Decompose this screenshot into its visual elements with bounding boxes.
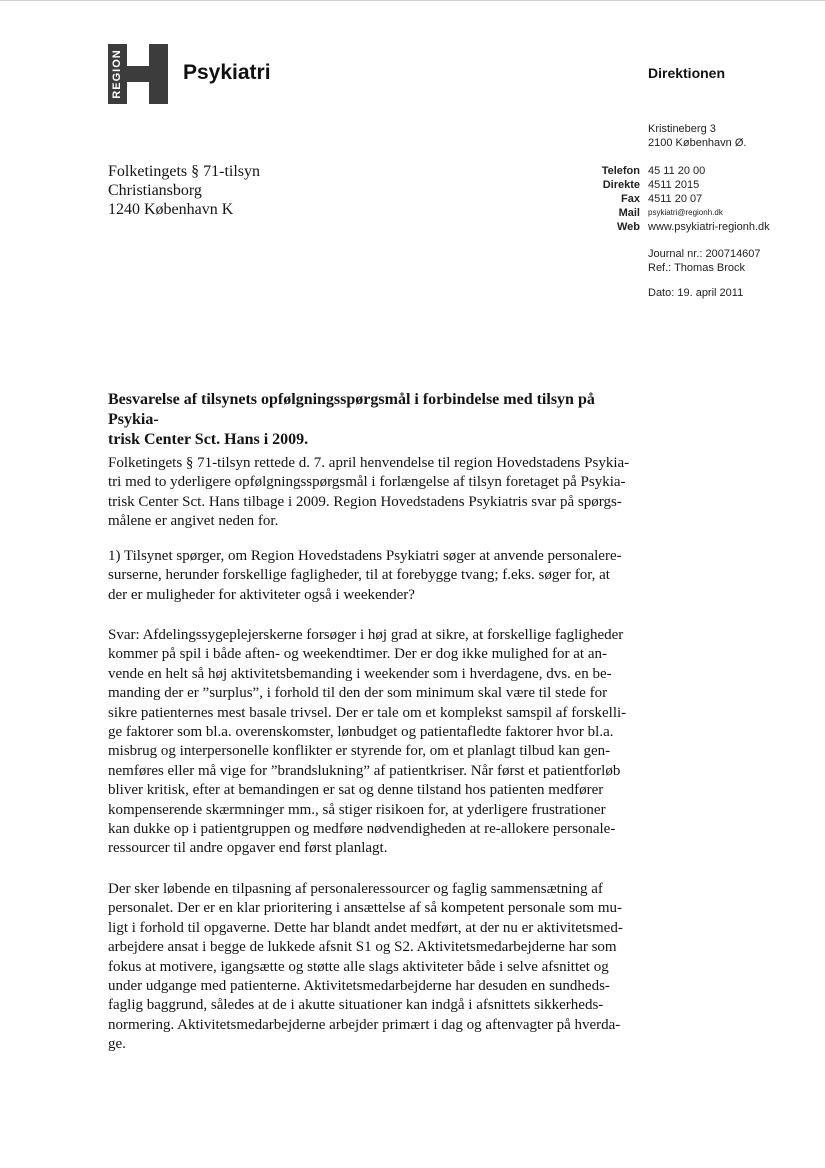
label-mail: Mail bbox=[618, 207, 640, 219]
web-link[interactable]: www.psykiatri-regionh.dk bbox=[648, 221, 770, 233]
letter-date: Dato: 19. april 2011 bbox=[648, 287, 744, 299]
recipient-line-2: Christiansborg bbox=[108, 182, 202, 199]
paragraph-answer-1 bbox=[108, 626, 648, 859]
paragraph-intro bbox=[108, 454, 648, 532]
text-line: misbrug og interpersonelle konflikter er styrende for, om et planlagt tilbud kan gen- bbox=[108, 743, 611, 760]
text-line: Svar: Afdelingssygeplejerskerne forsøger i høj grad at sikre, at forskellige fagligheder bbox=[108, 627, 624, 643]
text-line: tri med to yderligere opfølgningsspørgsmål i forlængelse af tilsyn foretaget på Psykia- bbox=[108, 474, 626, 491]
reference-block bbox=[648, 247, 761, 275]
logo-region-text: REGION bbox=[111, 49, 123, 99]
recipient-line-3: 1240 København K bbox=[108, 201, 234, 218]
text-line: kompenserende skærmninger mm., så stiger risikoen for, at yderligere frustrationer bbox=[108, 801, 606, 818]
text-line: 1) Tilsynet spørger, om Region Hovedstadens Psykiatri søger at anvende personalere- bbox=[108, 548, 622, 564]
sender-address bbox=[648, 122, 746, 150]
text-line: faglig baggrund, således at de i akutte situationer kan indgå i afsnittets sikkerheds- bbox=[108, 997, 604, 1014]
mail-link[interactable]: psykiatri@regionh.dk bbox=[648, 208, 723, 217]
sender-street: Kristineberg 3 bbox=[648, 123, 716, 135]
text-line: ge. bbox=[108, 1036, 126, 1053]
recipient-address bbox=[108, 162, 260, 219]
label-web: Web bbox=[616, 221, 640, 233]
journal-number: Journal nr.: 200714607 bbox=[648, 248, 761, 260]
text-line: Folketingets § 71-tilsyn rettede d. 7. april henvendelse til region Hovedstadens Psykia- bbox=[108, 455, 630, 471]
text-line: nemføres eller må vige for ”brandslukning” af patientkriser. Når først et patientforløb bbox=[108, 762, 621, 779]
label-direct: Direkte bbox=[602, 179, 640, 191]
reference-person: Ref.: Thomas Brock bbox=[648, 262, 745, 274]
recipient-line-1: Folketingets § 71-tilsyn bbox=[108, 163, 260, 180]
text-line: normering. Aktivitetsmedarbejderne arbejder primært i dag og aftenvagter på hverda- bbox=[108, 1016, 621, 1033]
page-edge bbox=[0, 0, 825, 5]
region-logo bbox=[108, 44, 168, 104]
text-line: ligt i forhold til opgaverne. Dette har blandt andet medført, at der nu er aktivitetsmed- bbox=[108, 919, 623, 936]
text-line: kan dukke op i patientgruppen og medføre nødvendigheden at re-allokere personale- bbox=[108, 821, 616, 838]
text-line: sikre patienternes mest basale trivsel. Der er tale om et komplekst samspil af forskelli- bbox=[108, 704, 627, 721]
logo-bar-middle bbox=[127, 66, 149, 82]
department-name: Direktionen bbox=[648, 65, 726, 81]
text-line: fokus at motivere, igangsætte og støtte alle slags aktiviteter både i selve afsnittet og bbox=[108, 958, 609, 975]
fax-value: 4511 20 07 bbox=[648, 193, 703, 205]
logo-bar-right bbox=[149, 44, 168, 104]
label-fax: Fax bbox=[621, 193, 640, 205]
text-line: vende en helt så høj aktivitetsbemanding i weekender som i hverdagene, dvs. en be- bbox=[108, 665, 612, 682]
text-line: der er muligheder for aktiviteter også i weekender? bbox=[108, 586, 415, 603]
heading-line: trisk Center Sct. Hans i 2009. bbox=[108, 431, 309, 448]
text-line: manding der er ”surplus”, i forhold til den der som minimum skal være til stede for bbox=[108, 685, 608, 702]
text-line: kommer på spil i både aften- og weekendtimer. Der er dog ikke mulighed for at an- bbox=[108, 646, 607, 663]
paragraph-question-1 bbox=[108, 547, 648, 605]
text-line: ge faktorer som bl.a. overenskomster, lønbudget og patientafledte faktorer hvor bl.a. bbox=[108, 724, 614, 741]
text-line: Der sker løbende en tilpasning af personaleressourcer og faglig sammensætning af bbox=[108, 881, 603, 897]
heading-line: Besvarelse af tilsynets opfølgningsspørgsmål i forbindelse med tilsyn på Psykia- bbox=[108, 391, 595, 428]
brand-name: Psykiatri bbox=[183, 61, 271, 84]
contact-labels bbox=[568, 164, 640, 234]
text-line: surserne, herunder forskellige fagligheder, til at forebygge tvang; f.eks. søger for, at bbox=[108, 567, 610, 584]
phone-value: 45 11 20 00 bbox=[648, 165, 706, 177]
paragraph-answer-2 bbox=[108, 880, 648, 1055]
text-line: arbejdere ansat i begge de lukkede afsnit S1 og S2. Aktivitetsmedarbejderne har som bbox=[108, 939, 617, 956]
label-phone: Telefon bbox=[601, 165, 640, 177]
text-line: bliver kritisk, efter at bemandingen er sat og denne tilstand hos patienten medfører bbox=[108, 782, 604, 799]
text-line: målene er angivet neden for. bbox=[108, 513, 279, 530]
text-line: trisk Center Sct. Hans tilbage i 2009. Region Hovedstadens Psykiatris svar på spørgs- bbox=[108, 493, 622, 510]
text-line: under udgange med patienterne. Aktivitetsmedarbejderne har desuden en sundheds- bbox=[108, 978, 610, 995]
text-line: personalet. Der er en klar prioritering i ansættelse af så kompetent personale som mu- bbox=[108, 900, 622, 917]
contact-values bbox=[648, 164, 770, 234]
direct-value: 4511 2015 bbox=[648, 179, 700, 191]
sender-city: 2100 København Ø. bbox=[648, 137, 747, 149]
text-line: ressourcer til andre opgaver end først planlagt. bbox=[108, 840, 388, 857]
letter-heading bbox=[108, 390, 648, 450]
